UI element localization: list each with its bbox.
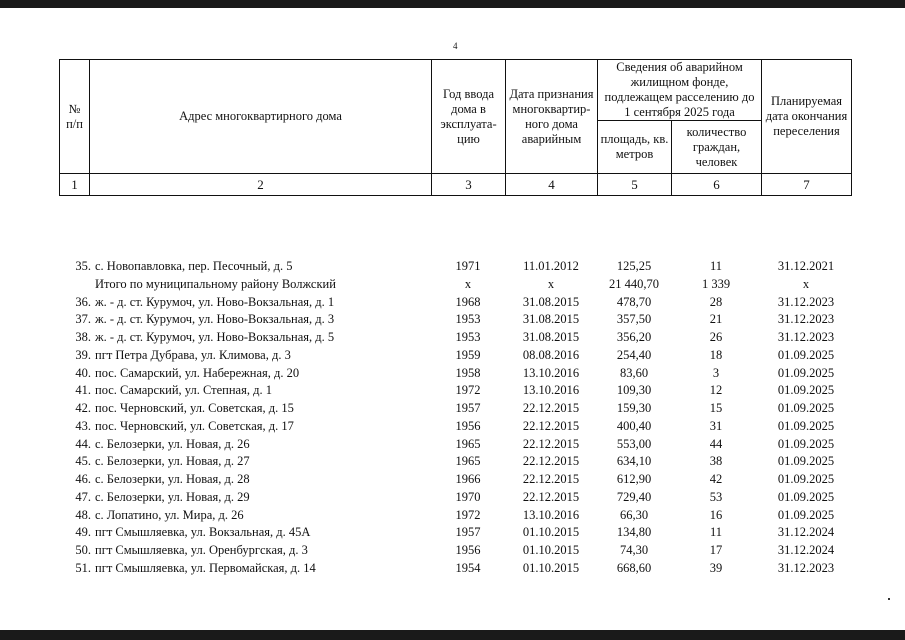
row-area: 612,90 (616, 472, 652, 486)
row-area: 553,00 (616, 436, 652, 451)
row-date: 22.12.2015 (522, 489, 580, 504)
row-number: 50. (75, 543, 91, 557)
row-count: 39 (709, 560, 723, 575)
row-number: 36. (75, 294, 91, 309)
row-address: пгт Петра Дубрава, ул. Климова, д. 3 (95, 347, 291, 362)
row-address: пгт Смышляевка, ул. Оренбургская, д. 3 (95, 543, 308, 557)
row-end-date: 31.12.2023 (777, 312, 835, 327)
column-number: 7 (762, 174, 852, 196)
table-row (59, 560, 851, 578)
row-date: 01.10.2015 (522, 543, 580, 557)
row-number: 47. (75, 489, 91, 504)
row-address: пос. Черновский, ул. Советская, д. 15 (95, 401, 294, 415)
table-row (59, 542, 851, 560)
row-number: 46. (75, 472, 91, 486)
row-year: 1957 (455, 401, 481, 415)
row-area: 729,40 (616, 489, 652, 504)
row-end-date: 01.09.2025 (777, 472, 835, 486)
row-area: 159,30 (616, 401, 652, 415)
header-area: площадь, кв. метров (598, 121, 672, 174)
row-date: 31.08.2015 (522, 312, 580, 327)
row-number: 48. (75, 507, 91, 522)
header-year: Год ввода дома в эксплуата-цию (432, 60, 506, 174)
table-row (59, 311, 851, 329)
row-end-date: 31.12.2021 (777, 259, 835, 273)
row-end-date: 01.09.2025 (777, 489, 835, 504)
row-year: 1953 (455, 312, 481, 327)
row-date: 11.01.2012 (523, 259, 579, 273)
row-number: 43. (75, 418, 91, 433)
scan-speck (888, 598, 890, 600)
row-area: 125,25 (616, 259, 652, 273)
row-year: 1965 (455, 454, 481, 469)
row-area: 21 440,70 (609, 276, 659, 291)
row-year: 1970 (455, 489, 481, 504)
row-end-date: 01.09.2025 (777, 436, 835, 451)
table-row (59, 489, 851, 507)
row-address: с. Белозерки, ул. Новая, д. 27 (95, 454, 250, 469)
row-area: 254,40 (616, 347, 652, 362)
row-area: 400,40 (616, 418, 652, 433)
row-year: 1966 (455, 472, 481, 486)
row-number: 51. (75, 560, 91, 575)
row-end-date: х (802, 276, 810, 291)
row-area: 478,70 (616, 294, 652, 309)
row-area: 83,60 (619, 365, 649, 380)
header-address: Адрес многоквартирного дома (90, 60, 432, 174)
table-row (59, 382, 851, 400)
row-count: 44 (709, 436, 723, 451)
table-row (59, 400, 851, 418)
row-end-date: 01.09.2025 (777, 365, 835, 380)
row-number: 40. (75, 365, 91, 380)
row-date: 31.08.2015 (522, 294, 580, 309)
row-address: пгт Смышляевка, ул. Вокзальная, д. 45А (95, 525, 311, 540)
row-address: с. Белозерки, ул. Новая, д. 28 (95, 472, 250, 486)
row-year: х (464, 276, 472, 291)
column-number: 5 (598, 174, 672, 196)
row-count: 3 (712, 365, 720, 380)
row-count: 18 (709, 347, 723, 362)
row-count: 28 (709, 294, 723, 309)
row-address: пос. Черновский, ул. Советская, д. 17 (95, 418, 294, 433)
row-date: 08.08.2016 (522, 347, 580, 362)
row-year: 1953 (455, 330, 481, 344)
row-end-date: 31.12.2023 (777, 330, 835, 344)
row-end-date: 31.12.2024 (777, 543, 835, 557)
table-row (59, 418, 851, 436)
row-count: 21 (709, 312, 723, 327)
row-address: ж. - д. ст. Курумоч, ул. Ново-Вокзальная, д. 1 (95, 294, 335, 309)
row-area: 66,30 (619, 507, 649, 522)
row-count: 26 (709, 330, 723, 344)
row-address: с. Лопатино, ул. Мира, д. 26 (95, 507, 244, 522)
row-count: 53 (709, 489, 723, 504)
row-area: 634,10 (616, 454, 652, 469)
table-header (59, 59, 852, 196)
row-year: 1958 (455, 365, 481, 380)
table-row (59, 258, 851, 276)
row-year: 1959 (455, 347, 481, 362)
row-year: 1957 (455, 525, 481, 540)
row-year: 1968 (455, 294, 481, 309)
row-count: 31 (709, 418, 723, 433)
row-count: 11 (709, 525, 723, 540)
row-date: х (547, 276, 555, 291)
row-address: с. Белозерки, ул. Новая, д. 29 (95, 489, 250, 504)
row-end-date: 31.12.2023 (777, 560, 835, 575)
row-address: пгт Смышляевка, ул. Первомайская, д. 14 (95, 560, 316, 575)
row-year: 1972 (455, 507, 481, 522)
row-number: 37. (75, 312, 91, 327)
row-address: пос. Самарский, ул. Степная, д. 1 (95, 383, 272, 398)
row-count: 11 (709, 259, 723, 273)
header-no: № п/п (60, 60, 90, 174)
header-date: Дата признания многоквартир-ного дома аварийным (506, 60, 598, 174)
row-end-date: 31.12.2023 (777, 294, 835, 309)
row-end-date: 01.09.2025 (777, 383, 835, 398)
table-row (59, 471, 851, 489)
table-row-total (59, 276, 851, 294)
header-info: Сведения об аварийном жилищном фонде, подлежащем расселению до 1 сентября 2025 года (598, 60, 762, 121)
row-count: 1 339 (701, 276, 731, 291)
row-date: 13.10.2016 (522, 507, 580, 522)
row-date: 22.12.2015 (522, 401, 580, 415)
row-end-date: 01.09.2025 (777, 347, 835, 362)
row-count: 15 (709, 401, 723, 415)
table-row (59, 436, 851, 454)
row-address: с. Новопавловка, пер. Песочный, д. 5 (95, 259, 293, 273)
header-count: количество граждан, человек (672, 121, 762, 174)
page-number: 4 (453, 41, 458, 51)
row-end-date: 31.12.2024 (777, 525, 835, 540)
table-row (59, 507, 851, 525)
row-year: 1971 (455, 259, 481, 273)
column-number: 6 (672, 174, 762, 196)
column-number: 4 (506, 174, 598, 196)
table-row (59, 365, 851, 383)
header-end-date: Планируемая дата окончания переселения (762, 60, 852, 174)
table-body (59, 258, 851, 578)
table-row (59, 294, 851, 312)
scan-top-border (0, 0, 905, 8)
row-year: 1972 (455, 383, 481, 398)
row-date: 01.10.2015 (522, 560, 580, 575)
row-end-date: 01.09.2025 (777, 418, 835, 433)
row-end-date: 01.09.2025 (777, 454, 835, 469)
row-address: ж. - д. ст. Курумоч, ул. Ново-Вокзальная, д. 5 (95, 330, 335, 344)
table-row (59, 347, 851, 365)
row-count: 42 (709, 472, 723, 486)
row-year: 1956 (455, 543, 481, 557)
row-number: 39. (75, 347, 91, 362)
row-count: 12 (709, 383, 723, 398)
row-number: 49. (75, 525, 91, 540)
row-number: 35. (75, 259, 91, 273)
row-date: 13.10.2016 (522, 365, 580, 380)
row-date: 31.08.2015 (522, 330, 580, 344)
row-end-date: 01.09.2025 (777, 507, 835, 522)
row-address: Итого по муниципальному району Волжский (95, 276, 336, 291)
row-number: 44. (75, 436, 91, 451)
row-address: с. Белозерки, ул. Новая, д. 26 (95, 436, 250, 451)
row-date: 22.12.2015 (522, 436, 580, 451)
row-count: 16 (709, 507, 723, 522)
row-address: пос. Самарский, ул. Набережная, д. 20 (95, 365, 300, 380)
table-row (59, 329, 851, 347)
row-number: 41. (75, 383, 91, 398)
column-number: 1 (60, 174, 90, 196)
table-row (59, 453, 851, 471)
row-year: 1956 (455, 418, 481, 433)
table-row (59, 524, 851, 542)
row-area: 357,50 (616, 312, 652, 327)
column-number-row (60, 174, 852, 196)
column-number: 3 (432, 174, 506, 196)
row-number: 45. (75, 454, 91, 469)
row-count: 38 (709, 454, 723, 469)
row-year: 1965 (455, 436, 481, 451)
row-date: 01.10.2015 (522, 525, 580, 540)
row-area: 668,60 (616, 560, 652, 575)
row-area: 109,30 (616, 383, 652, 398)
row-area: 356,20 (616, 330, 652, 344)
row-date: 22.12.2015 (522, 454, 580, 469)
column-number: 2 (90, 174, 432, 196)
row-number: 38. (75, 330, 91, 344)
row-area: 74,30 (619, 543, 649, 557)
row-date: 13.10.2016 (522, 383, 580, 398)
row-date: 22.12.2015 (522, 472, 580, 486)
row-number: 42. (75, 401, 91, 415)
scan-bottom-border (0, 630, 905, 640)
row-date: 22.12.2015 (522, 418, 580, 433)
row-address: ж. - д. ст. Курумоч, ул. Ново-Вокзальная, д. 3 (95, 312, 335, 327)
row-count: 17 (709, 543, 723, 557)
row-area: 134,80 (616, 525, 652, 540)
row-year: 1954 (455, 560, 481, 575)
row-end-date: 01.09.2025 (777, 401, 835, 415)
